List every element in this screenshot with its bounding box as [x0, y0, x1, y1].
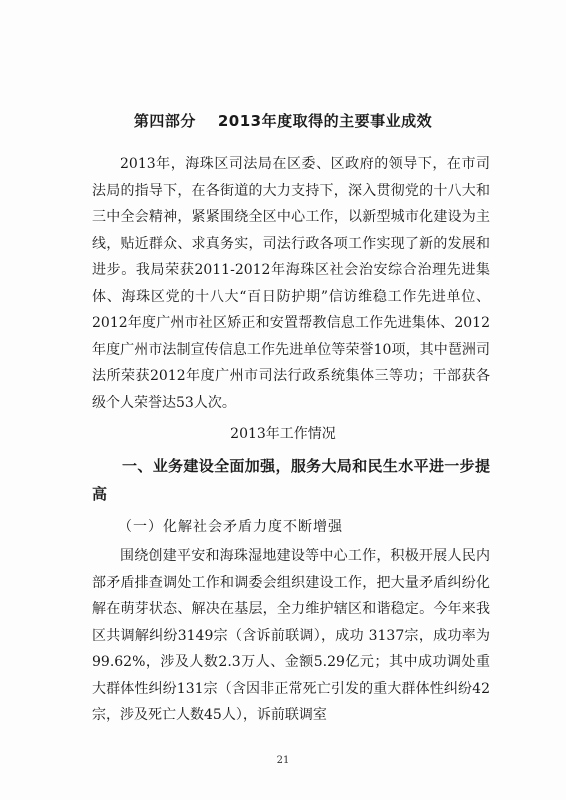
heading-level-one: 一、业务建设全面加强，服务大局和民生水平进一步提高 [92, 457, 490, 503]
section-title: 2013年度取得的主要事业成效 [217, 112, 433, 130]
paragraph-mediation: 围绕创建平安和海珠湿地建设等中心工作，积极开展人民内部矛盾排查调处工作和调委会组织建设工作，把大量矛盾纠纷化解在萌芽状态、解决在基层，全力维护辖区和谐稳定。今年来我区共调解纠纷3149宗（含诉前联调），成功 3137宗，成功率为99.62%，涉及人数2.3万人、金额5.29亿元；其中成功调处重大群体性纠纷131宗（含因非正常死亡引发的重大群体性纠纷42宗，涉及死亡人数45人），诉前联调室 [92, 548, 490, 723]
work-heading: 2013年工作情况 [230, 426, 336, 442]
paragraph-intro: 2013年，海珠区司法局在区委、区政府的领导下，在市司法局的指导下，在各街道的大力支持下，深入贯彻党的十八大和三中全会精神，紧紧围绕全区中心工作，以新型城市化建设为主线，贴近群众、求真务实，司法行政各项工作实现了新的发展和进步。我局荣获2011-2012年海珠区社会治安综合治理先进集体、海珠区党的十八大“百日防护期”信访维稳工作先进单位、2012年度广州市社区矫正和安置帮教信息工作先进集体、2012年度广州市法制宣传信息工作先进单位等荣誉10项，其中琶洲司法所荣获2012年度广州市司法行政系统集体三等功；干部获各级个人荣誉达53人次。 [92, 156, 490, 411]
section-part-label: 第四部分 [133, 112, 196, 130]
page-number: 21 [276, 755, 290, 766]
section-heading [0, 110, 566, 131]
heading-level-two: （一）化解社会矛盾力度不断增强 [118, 519, 343, 535]
